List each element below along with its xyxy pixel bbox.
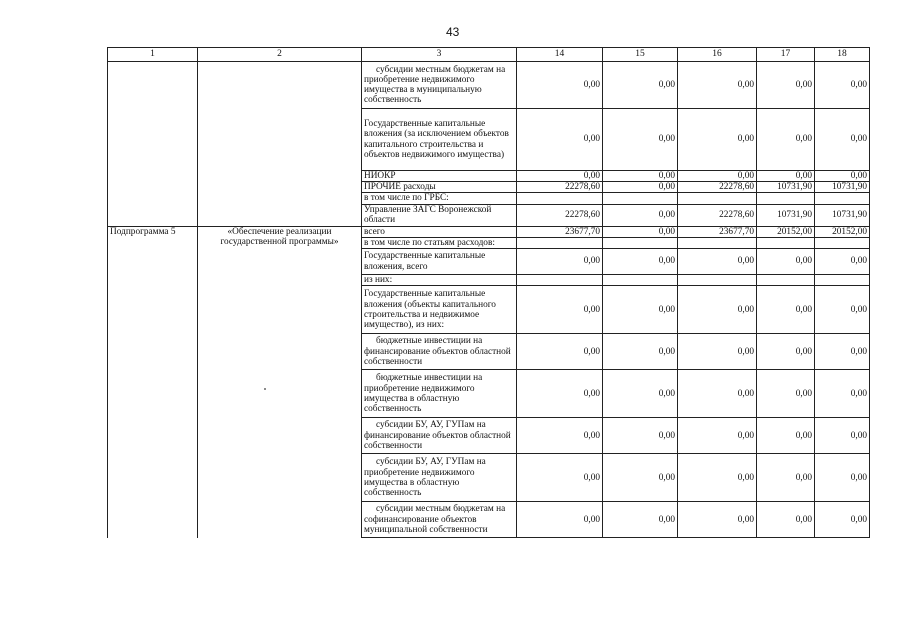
value-cell: 0,00	[603, 226, 678, 237]
column-header: 15	[603, 48, 678, 62]
value-cell	[678, 275, 757, 286]
value-cell: 0,00	[517, 109, 603, 171]
value-cell: 0,00	[603, 502, 678, 538]
value-cell: 0,00	[815, 370, 870, 418]
value-cell: 0,00	[603, 171, 678, 182]
column-header: 17	[757, 48, 815, 62]
value-cell: 0,00	[815, 454, 870, 502]
row-label: бюджетные инвестиции на финансирование объектов областной собственности	[362, 334, 517, 370]
value-cell: 0,00	[757, 418, 815, 454]
value-cell: 0,00	[815, 334, 870, 370]
value-cell: 0,00	[603, 418, 678, 454]
value-cell	[757, 193, 815, 204]
row-label: из них:	[362, 275, 517, 286]
value-cell: 0,00	[678, 370, 757, 418]
value-cell	[603, 193, 678, 204]
value-cell: 0,00	[678, 286, 757, 334]
value-cell: 0,00	[678, 418, 757, 454]
column-header: 16	[678, 48, 757, 62]
column-header: 2	[198, 48, 362, 62]
row-label: субсидии местным бюджетам на софинансирование объектов муниципальной собственности	[362, 502, 517, 538]
value-cell: 22278,60	[678, 182, 757, 193]
value-cell: 0,00	[815, 62, 870, 109]
row-label: Управление ЗАГС Воронежской области	[362, 204, 517, 226]
program-name: «Обеспечение реализации государственной программы»	[198, 226, 362, 538]
value-cell: 0,00	[757, 454, 815, 502]
table-row	[108, 62, 870, 109]
value-cell: 0,00	[815, 109, 870, 171]
program-code-cell-empty	[108, 62, 198, 227]
value-cell: 0,00	[815, 171, 870, 182]
column-header: 14	[517, 48, 603, 62]
value-cell	[517, 193, 603, 204]
page-number: 43	[446, 25, 460, 39]
value-cell: 0,00	[678, 62, 757, 109]
value-cell	[757, 237, 815, 248]
value-cell: 0,00	[603, 370, 678, 418]
value-cell: 20152,00	[815, 226, 870, 237]
value-cell: 0,00	[757, 249, 815, 275]
value-cell	[603, 275, 678, 286]
header-row	[108, 48, 870, 62]
value-cell	[678, 193, 757, 204]
value-cell: 10731,90	[815, 204, 870, 226]
value-cell: 0,00	[517, 334, 603, 370]
value-cell: 23677,70	[678, 226, 757, 237]
value-cell: 22278,60	[678, 204, 757, 226]
value-cell: 0,00	[517, 286, 603, 334]
value-cell: 0,00	[603, 454, 678, 502]
value-cell: 10731,90	[757, 204, 815, 226]
value-cell: 0,00	[517, 249, 603, 275]
value-cell: 0,00	[603, 286, 678, 334]
value-cell: 0,00	[815, 249, 870, 275]
value-cell: 0,00	[517, 454, 603, 502]
value-cell: 0,00	[517, 62, 603, 109]
row-label: Государственные капитальные вложения (объекты капитального строительства и недвижимое имущество), из них:	[362, 286, 517, 334]
value-cell: 0,00	[517, 171, 603, 182]
value-cell: 10731,90	[757, 182, 815, 193]
value-cell: 0,00	[678, 454, 757, 502]
value-cell: 0,00	[603, 334, 678, 370]
row-label: Государственные капитальные вложения, всего	[362, 249, 517, 275]
value-cell: 22278,60	[517, 182, 603, 193]
budget-table	[107, 47, 870, 538]
value-cell: 0,00	[678, 171, 757, 182]
value-cell: 0,00	[603, 62, 678, 109]
row-label: субсидии местным бюджетам на приобретение недвижимого имущества в муниципальную собственность	[362, 62, 517, 109]
column-header: 1	[108, 48, 198, 62]
program-code: Подпрограмма 5	[108, 226, 198, 538]
value-cell: 0,00	[678, 502, 757, 538]
row-label: в том числе по статьям расходов:	[362, 237, 517, 248]
value-cell: 0,00	[757, 171, 815, 182]
value-cell: 0,00	[603, 182, 678, 193]
value-cell: 0,00	[757, 62, 815, 109]
row-label: субсидии БУ, АУ, ГУПам на финансирование объектов областной собственности	[362, 418, 517, 454]
value-cell: 0,00	[815, 502, 870, 538]
scan-speck	[264, 388, 266, 390]
value-cell: 0,00	[517, 370, 603, 418]
value-cell: 0,00	[757, 109, 815, 171]
value-cell	[678, 237, 757, 248]
row-label: НИОКР	[362, 171, 517, 182]
value-cell: 0,00	[757, 286, 815, 334]
value-cell: 0,00	[678, 334, 757, 370]
value-cell	[815, 237, 870, 248]
row-label: субсидии БУ, АУ, ГУПам на приобретение недвижимого имущества в областную собственность	[362, 454, 517, 502]
row-label: в том числе по ГРБС:	[362, 193, 517, 204]
value-cell: 0,00	[757, 502, 815, 538]
table-row	[108, 226, 870, 237]
value-cell: 0,00	[757, 370, 815, 418]
row-label: ПРОЧИЕ расходы	[362, 182, 517, 193]
value-cell: 0,00	[603, 204, 678, 226]
value-cell	[517, 237, 603, 248]
value-cell: 23677,70	[517, 226, 603, 237]
value-cell	[517, 275, 603, 286]
value-cell: 22278,60	[517, 204, 603, 226]
value-cell: 0,00	[757, 334, 815, 370]
value-cell	[815, 193, 870, 204]
column-header: 3	[362, 48, 517, 62]
value-cell: 0,00	[815, 418, 870, 454]
value-cell: 0,00	[603, 109, 678, 171]
value-cell: 0,00	[603, 249, 678, 275]
row-label: Государственные капитальные вложения (за исключением объектов капитального строительства и объектов недвижимого имущества)	[362, 109, 517, 171]
value-cell: 0,00	[678, 109, 757, 171]
value-cell: 0,00	[815, 286, 870, 334]
value-cell: 0,00	[517, 502, 603, 538]
value-cell: 0,00	[517, 418, 603, 454]
value-cell	[603, 237, 678, 248]
column-header: 18	[815, 48, 870, 62]
value-cell: 10731,90	[815, 182, 870, 193]
value-cell: 0,00	[678, 249, 757, 275]
value-cell	[815, 275, 870, 286]
value-cell: 20152,00	[757, 226, 815, 237]
value-cell	[757, 275, 815, 286]
program-name-cell-empty	[198, 62, 362, 227]
row-label: всего	[362, 226, 517, 237]
row-label: бюджетные инвестиции на приобретение недвижимого имущества в областную собственность	[362, 370, 517, 418]
